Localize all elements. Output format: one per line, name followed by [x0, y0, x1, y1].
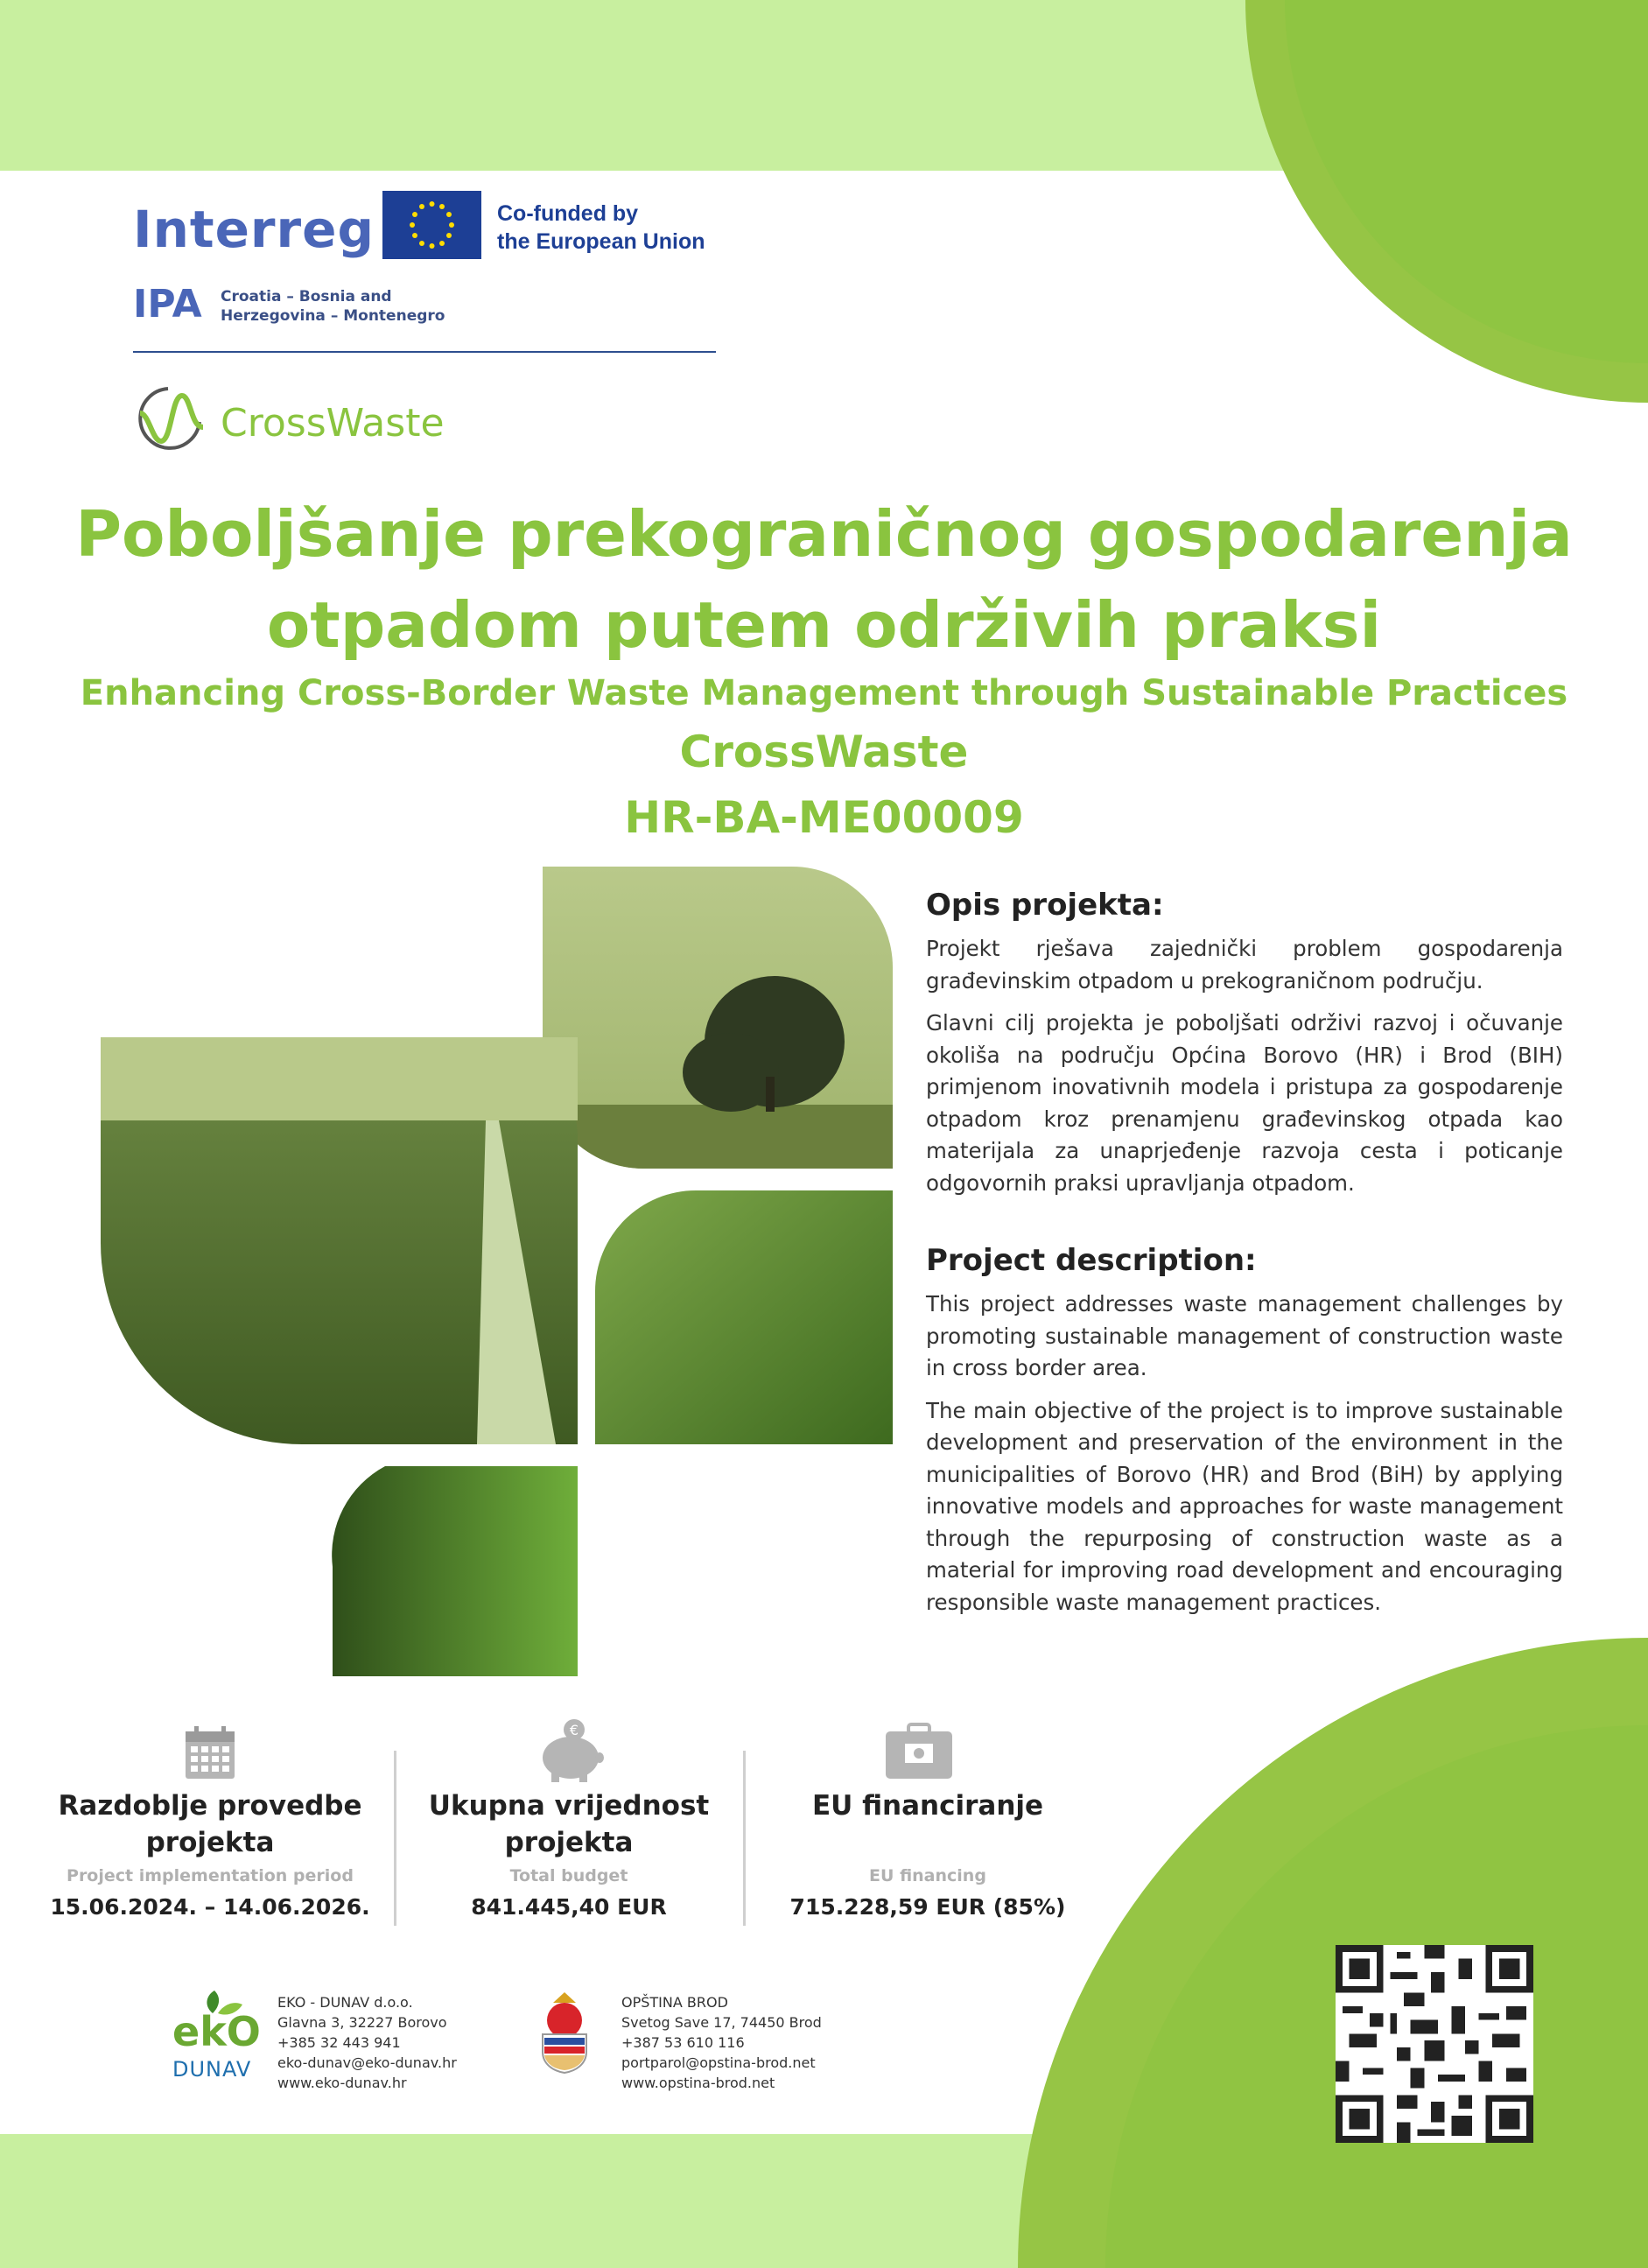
photo-grass — [595, 1190, 893, 1444]
page-title-en: Enhancing Cross-Border Waste Management through Sustainable Practices — [80, 673, 1568, 713]
description-hr-p2: Glavni cilj projekta je poboljšati održivi razvoj i očuvanje okoliša na području Općina Borovo (HR) i Brod (BIH) primjenom inovativnih modela i pristupa za gospodarenje otpadom kroz prenamjenu građevinskog otpada kao materijala za unaprjeđenje razvoja cesta i poticanje odgovornih praksi upravljanja otpadom. — [926, 1010, 1563, 1196]
ipa-region: Croatia – Bosnia and Herzegovina – Montenegro — [221, 288, 445, 325]
qr-code-icon[interactable] — [1336, 1945, 1533, 2143]
description-en-p1: This project addresses waste management challenges by promoting sustainable management of construction waste in cross border area. — [926, 1291, 1563, 1380]
eu-flag-icon — [382, 191, 481, 259]
project-acronym: CrossWaste — [679, 727, 969, 777]
stat-period-value: 15.06.2024. – 14.06.2026. — [50, 1894, 370, 1920]
partner-address: Svetog Save 17, 74450 Brod — [621, 2014, 822, 2031]
stat-divider — [394, 1751, 396, 1926]
ipa-logo: IPA — [133, 282, 202, 327]
cofunded-text: Co-funded by the European Union — [497, 201, 705, 254]
partner-opstina-brod — [621, 1992, 822, 2093]
partner-name: OPŠTINA BROD — [621, 1994, 728, 2011]
stat-period-sub: Project implementation period — [67, 1866, 354, 1885]
crosswaste-logo-text: CrossWaste — [221, 401, 445, 446]
stat-period-label: Razdoblje provedbe projekta — [58, 1790, 362, 1858]
photo-path — [101, 1037, 578, 1444]
description-en — [926, 1243, 1563, 1618]
partner-email[interactable]: portparol@opstina-brod.net — [621, 2054, 816, 2071]
description-hr — [926, 888, 1563, 1199]
partner-email[interactable]: eko-dunav@eko-dunav.hr — [277, 2054, 457, 2071]
description-hr-heading: Opis projekta: — [926, 888, 1164, 923]
interreg-logo: Interreg — [133, 200, 375, 259]
partner-name: EKO - DUNAV d.o.o. — [277, 1994, 413, 2011]
title-line-2: otpadom putem održivih praksi — [266, 588, 1382, 662]
eko-dunav-logo — [171, 1987, 267, 2083]
page-title-hr — [0, 488, 1648, 671]
dunav-logo-text: DUNAV — [172, 2057, 252, 2082]
stat-divider — [743, 1751, 746, 1926]
partner-address: Glavna 3, 32227 Borovo — [277, 2014, 447, 2031]
logo-divider — [133, 351, 716, 353]
partner-phone: +385 32 443 941 — [277, 2034, 401, 2051]
svg-text:€: € — [569, 1722, 579, 1738]
crosswaste-logo-icon — [133, 383, 208, 453]
stat-budget-label: Ukupna vrijednost projekta — [428, 1790, 710, 1858]
partner-eko-dunav — [277, 1992, 457, 2093]
stat-budget-sub: Total budget — [509, 1866, 628, 1885]
stat-eu-value: 715.228,59 EUR (85%) — [789, 1894, 1066, 1920]
stat-period — [35, 1726, 385, 1920]
eko-logo-text: ekO — [172, 2008, 261, 2055]
photo-field — [332, 1466, 578, 1676]
stat-eu-sub: EU financing — [869, 1866, 986, 1885]
photo-tree — [543, 867, 893, 1169]
title-line-1: Poboljšanje prekograničnog gospodarenja — [75, 497, 1573, 571]
partner-website[interactable]: www.eko-dunav.hr — [277, 2075, 407, 2091]
stat-eu — [770, 1726, 1085, 1920]
partner-phone: +387 53 610 116 — [621, 2034, 745, 2051]
description-hr-p1: Projekt rješava zajednički problem gospodarenja građevinskim otpadom u prekograničnom području. — [926, 936, 1563, 994]
stat-eu-label: EU financiranje — [811, 1790, 1044, 1822]
brod-coat-of-arms-icon — [536, 1991, 593, 2075]
stat-budget — [411, 1726, 726, 1920]
partner-website[interactable]: www.opstina-brod.net — [621, 2075, 775, 2091]
stat-budget-value: 841.445,40 EUR — [471, 1894, 667, 1920]
project-code: HR-BA-ME00009 — [624, 792, 1024, 843]
description-en-heading: Project description: — [926, 1243, 1257, 1278]
photo-collage — [101, 867, 893, 1676]
description-en-p2: The main objective of the project is to improve sustainable development and preservation of the environment in the municipalities of Borovo (HR) and Brod (BiH) by applying innovative models and approaches for waste management through the repurposing of construction waste as a material for improving road development and encouraging responsible waste management practices. — [926, 1397, 1563, 1615]
